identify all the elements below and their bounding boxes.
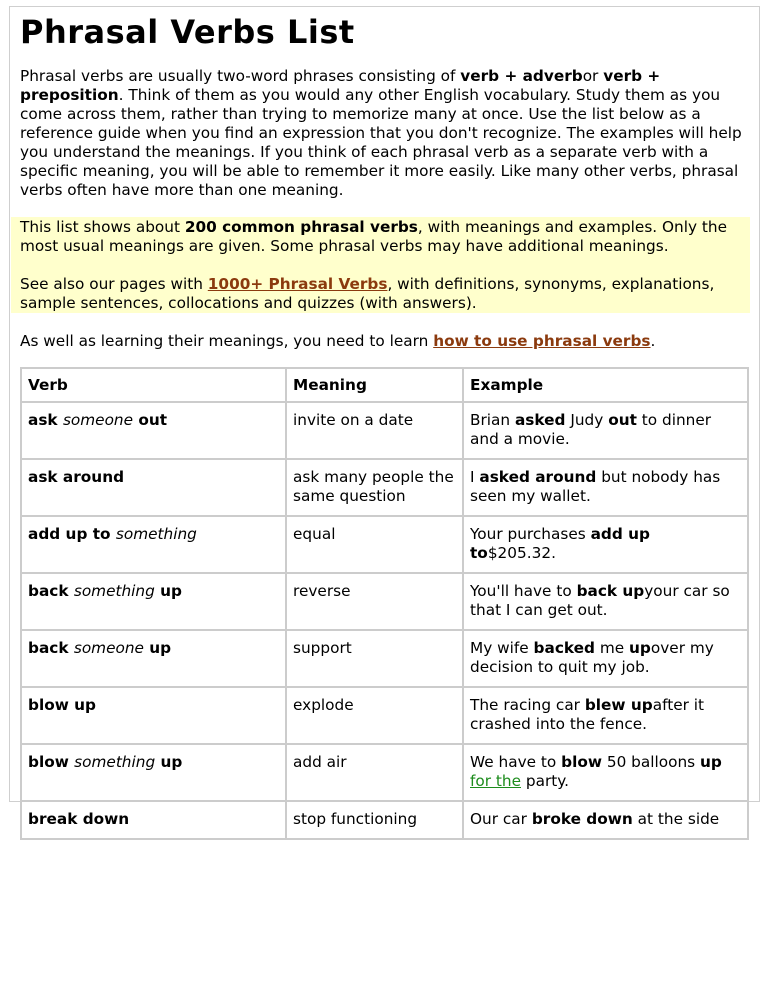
- meaning-cell: explode: [286, 687, 463, 744]
- example-cell: Our car broke down at the side: [463, 801, 748, 839]
- document-page: [9, 6, 760, 828]
- column-header-meaning: Meaning: [286, 368, 463, 402]
- example-cell: Brian asked Judy out to dinner and a movie.: [463, 402, 748, 459]
- table-row: [21, 630, 748, 687]
- meaning-cell: reverse: [286, 573, 463, 630]
- example-cell: Your purchases add up to$205.32.: [463, 516, 748, 573]
- highlight-paragraph-see-also: See also our pages with 1000+ Phrasal Verbs, with definitions, synonyms, explanations, sample sentences, collocations and quizzes (with answers).: [20, 275, 715, 312]
- table-row: [21, 516, 748, 573]
- verb-cell: blow something up: [21, 744, 286, 801]
- meaning-cell: invite on a date: [286, 402, 463, 459]
- verb-cell: back something up: [21, 573, 286, 630]
- verb-cell: ask around: [21, 459, 286, 516]
- column-header-example: Example: [463, 368, 748, 402]
- verb-cell: back someone up: [21, 630, 286, 687]
- example-cell: My wife backed me upover my decision to quit my job.: [463, 630, 748, 687]
- meaning-cell: stop functioning: [286, 801, 463, 839]
- table-row: [21, 687, 748, 744]
- intro-paragraph: Phrasal verbs are usually two-word phrases consisting of verb + adverbor verb + preposition. Think of them as you would any other English vocabulary. Study them as you come across them, rather than trying to memorize many at once. Use the list below as a reference guide when you find an expression that you don't recognize. The examples will help you understand the meanings. If you think of each phrasal verb as a separate verb with a specific meaning, you will be able to remember it more easily. Like many other verbs, phrasal verbs often have more than one meaning.: [20, 67, 742, 199]
- table-row: [21, 573, 748, 630]
- column-header-verb: Verb: [21, 368, 286, 402]
- highlight-paragraph-list-info: This list shows about 200 common phrasal verbs, with meanings and examples. Only the most usual meanings are given. Some phrasal verbs may have additional meanings.: [20, 218, 728, 255]
- table-header-row: [21, 368, 748, 402]
- meaning-cell: support: [286, 630, 463, 687]
- for-the-link[interactable]: for the: [470, 772, 521, 790]
- example-cell: You'll have to back upyour car so that I can get out.: [463, 573, 748, 630]
- phrasal-verbs-1000-link[interactable]: 1000+ Phrasal Verbs: [207, 275, 388, 293]
- phrasal-verbs-table: [20, 367, 749, 840]
- verb-cell: blow up: [21, 687, 286, 744]
- verb-cell: break down: [21, 801, 286, 839]
- example-cell: We have to blow 50 balloons up for the party.: [463, 744, 748, 801]
- table-row: [21, 744, 748, 801]
- table-row: [21, 402, 748, 459]
- meaning-cell: equal: [286, 516, 463, 573]
- table-row: [21, 801, 748, 839]
- example-cell: I asked around but nobody has seen my wallet.: [463, 459, 748, 516]
- how-to-use-phrasal-verbs-link[interactable]: how to use phrasal verbs: [433, 332, 651, 350]
- meaning-cell: ask many people the same question: [286, 459, 463, 516]
- meaning-cell: add air: [286, 744, 463, 801]
- table-row: [21, 459, 748, 516]
- page-title: Phrasal Verbs List: [20, 13, 355, 51]
- verb-cell: add up to something: [21, 516, 286, 573]
- example-cell: The racing car blew upafter it crashed into the fence.: [463, 687, 748, 744]
- learn-paragraph: As well as learning their meanings, you need to learn how to use phrasal verbs.: [20, 332, 656, 350]
- verb-cell: ask someone out: [21, 402, 286, 459]
